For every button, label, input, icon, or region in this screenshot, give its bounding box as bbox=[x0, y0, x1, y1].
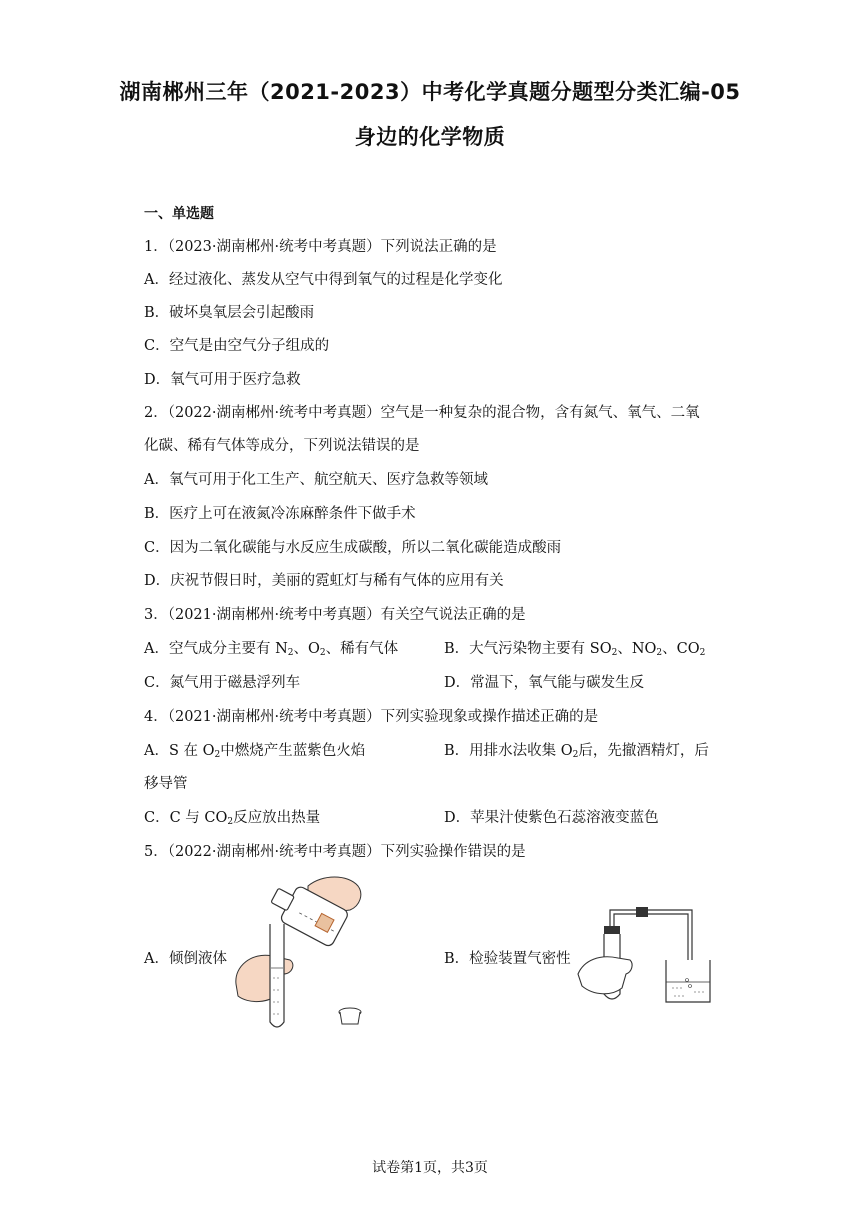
section-heading: 一、单选题 bbox=[144, 206, 214, 222]
q2-option-b: B．医疗上可在液氮冷冻麻醉条件下做手术 bbox=[144, 506, 416, 522]
page-footer: 试卷第1页，共3页 bbox=[372, 1160, 488, 1176]
q2-option-d: D．庆祝节假日时，美丽的霓虹灯与稀有气体的应用有关 bbox=[144, 573, 504, 589]
rubber-joint-icon bbox=[636, 907, 648, 917]
q1-option-c: C．空气是由空气分子组成的 bbox=[144, 338, 330, 354]
q4-option-d: D．苹果汁使紫色石蕊溶液变蓝色 bbox=[444, 810, 659, 826]
airtightness-check-figure bbox=[574, 902, 714, 1006]
q1-option-b: B．破坏臭氧层会引起酸雨 bbox=[144, 305, 315, 321]
q3-stem: 3．（2021·湖南郴州·统考中考真题）有关空气说法正确的是 bbox=[144, 607, 526, 623]
q2-option-c: C．因为二氧化碳能与水反应生成碳酸，所以二氧化碳能造成酸雨 bbox=[144, 540, 562, 556]
q3-option-b: B．大气污染物主要有 $SO_2$、$NO_2$、$CO_2$ bbox=[444, 641, 706, 658]
q3-option-c: C．氮气用于磁悬浮列车 bbox=[144, 675, 301, 691]
q1-option-a: A．经过液化、蒸发从空气中得到氧气的过程是化学变化 bbox=[144, 272, 503, 288]
q4-option-c: C．C 与 $CO_2$反应放出热量 bbox=[144, 810, 321, 827]
document-title-line2: 身边的化学物质 bbox=[354, 125, 506, 149]
q4-option-b-continued: 移导管 bbox=[144, 776, 188, 792]
q1-option-d: D．氧气可用于医疗急救 bbox=[144, 372, 301, 388]
hand-icon bbox=[578, 957, 632, 994]
q5-option-a-label: A．倾倒液体 bbox=[144, 951, 227, 967]
q2-stem-line1: 2．（2022·湖南郴州·统考中考真题）空气是一种复杂的混合物，含有氮气、氧气、二氧 bbox=[144, 405, 700, 421]
q5-option-b-label: B．检验装置气密性 bbox=[444, 951, 571, 967]
test-tube-icon bbox=[270, 924, 284, 1027]
beaker-icon bbox=[666, 960, 710, 1002]
q2-option-a: A．氧气可用于化工生产、航空航天、医疗急救等领域 bbox=[144, 472, 488, 488]
q4-option-a: A．S 在 $O_2$中燃烧产生蓝紫色火焰 bbox=[144, 743, 366, 760]
document-title-line1: 湖南郴州三年（2021-2023）中考化学真题分题型分类汇编-05 bbox=[119, 80, 741, 104]
q2-stem-line2: 化碳、稀有气体等成分，下列说法错误的是 bbox=[144, 438, 420, 454]
q3-option-d: D．常温下，氧气能与碳发生反 bbox=[444, 675, 645, 691]
stopper-icon bbox=[339, 1008, 361, 1024]
q5-stem: 5．（2022·湖南郴州·统考中考真题）下列实验操作错误的是 bbox=[144, 844, 526, 860]
q1-stem: 1．（2023·湖南郴州·统考中考真题）下列说法正确的是 bbox=[144, 239, 497, 255]
pouring-liquid-figure bbox=[230, 872, 370, 1034]
q4-option-b: B．用排水法收集 $O_2$后，先撤酒精灯，后 bbox=[444, 743, 709, 760]
q4-stem: 4．（2021·湖南郴州·统考中考真题）下列实验现象或操作描述正确的是 bbox=[144, 709, 599, 725]
q3-option-a: A．空气成分主要有 $N_2$、$O_2$、稀有气体 bbox=[144, 641, 399, 658]
